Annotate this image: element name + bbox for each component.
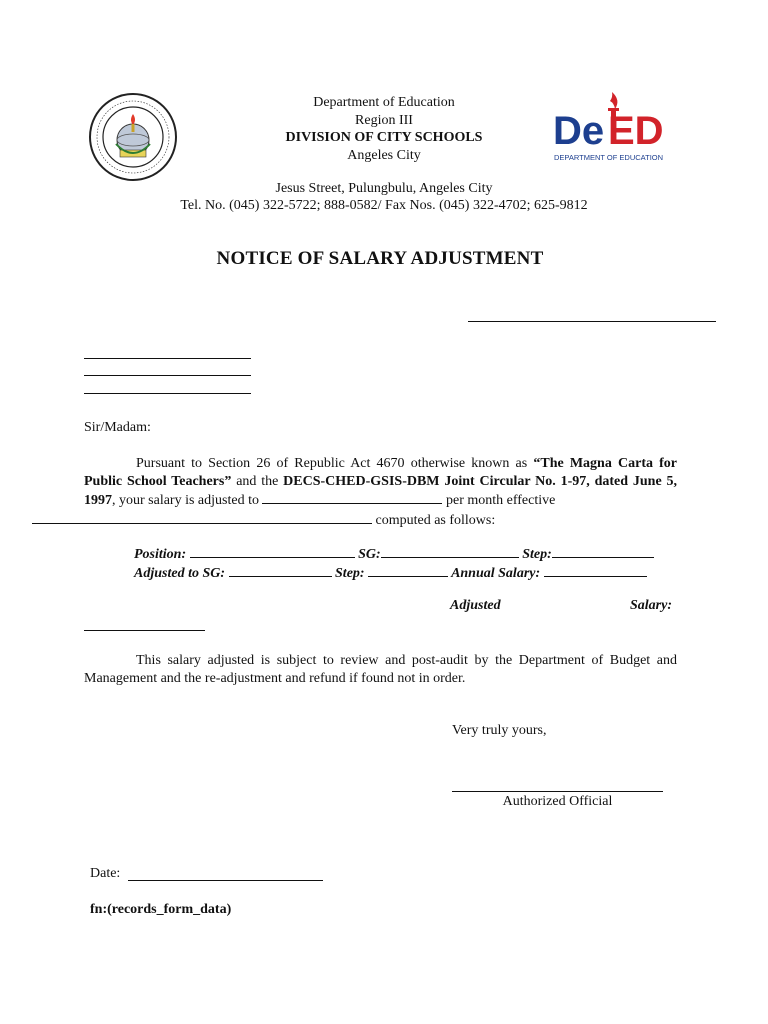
step2-label: Step: (335, 566, 365, 581)
position-row (134, 545, 674, 564)
adjusted-label: Adjusted (450, 598, 501, 613)
effective-date-blank[interactable] (32, 510, 372, 524)
region-name: Region III (355, 112, 413, 128)
step2-field[interactable] (368, 564, 448, 577)
salutation: Sir/Madam: (84, 420, 151, 435)
header-block (140, 94, 628, 164)
department-name: Department of Education (313, 95, 455, 110)
division-name: DIVISION OF CITY SCHOOLS (285, 130, 483, 145)
closing-text: Very truly yours, (452, 723, 547, 738)
step-field[interactable] (552, 545, 654, 558)
adjusted-row (134, 564, 674, 583)
signature-line[interactable] (452, 791, 663, 792)
deped-logo-subtext: DEPARTMENT OF EDUCATION (554, 153, 664, 162)
para1-bold-magna-carta: “The Magna Carta for Public School Teachers” (84, 456, 678, 489)
addressee-line-3[interactable] (84, 393, 251, 394)
document-title: NOTICE OF SALARY ADJUSTMENT (216, 248, 544, 269)
contact-numbers: Tel. No. (045) 322-5722; 888-0582/ Fax Nos. (045) 322-4702; 625-9812 (180, 198, 588, 213)
adjusted-salary-blank[interactable] (262, 490, 442, 504)
paragraph-review-notice: This salary adjusted is subject to review and post-audit by the Department of Budget and Management and the re-adjustment and refund if found not in order. (84, 653, 677, 686)
date-label: Date: (90, 866, 121, 881)
date-field-line[interactable] (128, 880, 323, 881)
annual-salary-field[interactable] (544, 564, 647, 577)
annual-salary-label: Annual Salary: (451, 566, 541, 581)
address-block (120, 180, 648, 214)
city-name: Angeles City (347, 147, 421, 163)
paragraph-legal-basis (84, 455, 677, 529)
position-label: Position: (134, 547, 187, 562)
position-field[interactable] (190, 545, 355, 558)
para1-text-4: per month effective (442, 493, 556, 508)
signatory-label: Authorized Official (502, 794, 613, 809)
adjusted-sg-field[interactable] (229, 564, 332, 577)
para1-bold-circular: DECS-CHED-GSIS-DBM Joint Circular No. 1-97, dated June 5, 1997 (84, 473, 677, 508)
street-address: Jesus Street, Pulungbulu, Angeles City (275, 181, 493, 196)
para1-text-3: , your salary is adjusted to (112, 493, 263, 508)
salary-label: Salary: (630, 598, 672, 613)
adjusted-salary-line[interactable] (84, 630, 205, 631)
deped-logo-text-de: De (553, 109, 605, 153)
addressee-line-1[interactable] (84, 358, 251, 359)
sg-field[interactable] (381, 545, 519, 558)
para1-text-2: and the (231, 473, 284, 489)
addressee-line-2[interactable] (84, 375, 251, 376)
deped-logo-text-ed: ED (608, 109, 664, 153)
sg-label: SG: (358, 547, 381, 562)
para1-text-5: computed as follows: (372, 512, 496, 528)
step-label: Step: (522, 547, 552, 562)
para1-text-1: Pursuant to Section 26 of Republic Act 4670 otherwise known as (136, 456, 534, 471)
date-line-top[interactable] (468, 321, 716, 322)
adjusted-sg-label: Adjusted to SG: (134, 566, 226, 581)
footer-file-code: fn:(records_form_data) (90, 902, 232, 917)
